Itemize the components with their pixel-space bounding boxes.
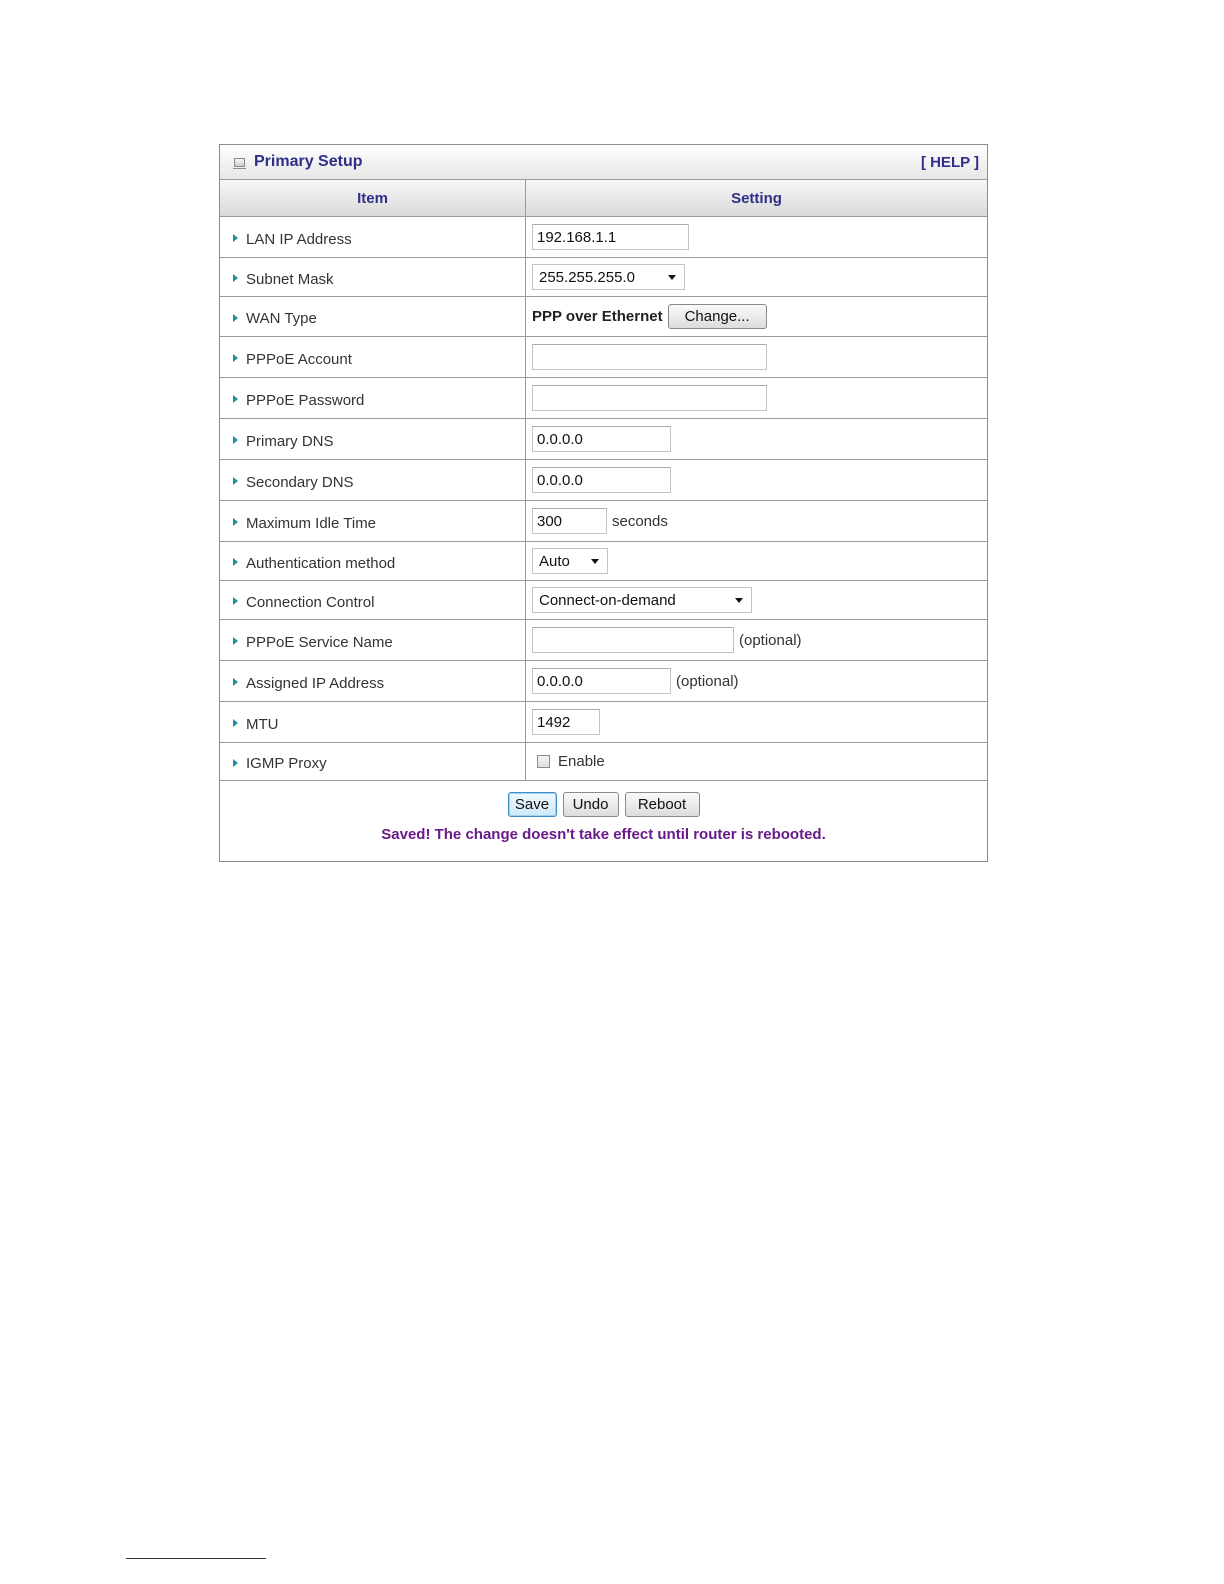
mtu-input[interactable]: [532, 709, 600, 735]
label-text: MTU: [246, 715, 279, 733]
assigned-ip-hint: (optional): [676, 672, 739, 690]
row-label: [220, 258, 526, 296]
setting-cell: [526, 501, 987, 541]
chevron-down-icon: [668, 275, 676, 280]
bullet-arrow-icon: [233, 759, 238, 767]
igmp-enable-checkbox[interactable]: [537, 755, 550, 768]
undo-button[interactable]: Undo: [563, 792, 619, 817]
setting-cell: [526, 620, 987, 660]
label-text: Connection Control: [246, 593, 375, 611]
row-label: [220, 661, 526, 701]
row-label: [220, 501, 526, 541]
action-buttons: [508, 792, 700, 817]
row-label: [220, 542, 526, 580]
setting-cell: [526, 258, 987, 296]
label-text: Assigned IP Address: [246, 674, 385, 692]
row-igmp-proxy: [220, 743, 987, 781]
form-footer: [220, 781, 987, 861]
setting-cell: [526, 460, 987, 500]
label-text: PPPoE Service Name: [246, 633, 393, 651]
select-value: Connect-on-demand: [539, 591, 676, 609]
idle-time-unit: seconds: [612, 512, 668, 530]
row-pppoe-account: [220, 337, 987, 378]
row-service-name: [220, 620, 987, 661]
service-name-hint: (optional): [739, 631, 802, 649]
bullet-arrow-icon: [233, 637, 238, 645]
bullet-arrow-icon: [233, 518, 238, 526]
chevron-down-icon: [591, 559, 599, 564]
status-message: Saved! The change doesn't take effect until router is rebooted.: [381, 826, 826, 843]
setting-cell: [526, 661, 987, 701]
setting-cell: [526, 743, 987, 780]
panel-header: [220, 145, 987, 180]
select-value: 255.255.255.0: [539, 268, 635, 286]
column-header-setting: Setting: [731, 189, 782, 207]
label-text: Primary DNS: [246, 432, 334, 450]
setting-cell: [526, 542, 987, 580]
lan-ip-input[interactable]: [532, 224, 689, 250]
primary-dns-input[interactable]: [532, 426, 671, 452]
row-lan-ip: [220, 217, 987, 258]
row-label: [220, 297, 526, 336]
row-assigned-ip: [220, 661, 987, 702]
row-connection-control: [220, 581, 987, 620]
setting-cell: [526, 337, 987, 377]
setting-cell: [526, 581, 987, 619]
bullet-arrow-icon: [233, 274, 238, 282]
row-label: [220, 620, 526, 660]
bullet-arrow-icon: [233, 234, 238, 242]
label-text: Subnet Mask: [246, 270, 334, 288]
label-text: LAN IP Address: [246, 230, 352, 248]
label-text: IGMP Proxy: [246, 755, 327, 772]
bullet-arrow-icon: [233, 558, 238, 566]
bullet-arrow-icon: [233, 477, 238, 485]
idle-time-input[interactable]: [532, 508, 607, 534]
assigned-ip-input[interactable]: [532, 668, 671, 694]
wan-type-value: PPP over Ethernet: [532, 308, 663, 325]
chevron-down-icon: [735, 598, 743, 603]
label-text: Authentication method: [246, 554, 396, 572]
panel-title-group: [234, 153, 362, 171]
row-subnet-mask: [220, 258, 987, 297]
row-label: [220, 419, 526, 459]
service-name-input[interactable]: [532, 627, 734, 653]
setting-cell: [526, 217, 987, 257]
primary-setup-panel: [219, 144, 988, 862]
setting-cell: [526, 297, 987, 336]
row-primary-dns: [220, 419, 987, 460]
connection-control-select[interactable]: [532, 587, 752, 613]
table-header: [220, 180, 987, 217]
label-text: WAN Type: [246, 310, 317, 327]
row-label: [220, 460, 526, 500]
row-label: [220, 217, 526, 257]
change-wan-button[interactable]: Change...: [668, 304, 767, 329]
label-text: PPPoE Password: [246, 391, 365, 409]
column-header-item: Item: [220, 180, 526, 216]
label-text: PPPoE Account: [246, 350, 352, 368]
monitor-icon: [234, 158, 245, 167]
pppoe-account-input[interactable]: [532, 344, 767, 370]
row-wan-type: [220, 297, 987, 337]
row-max-idle-time: [220, 501, 987, 542]
row-mtu: [220, 702, 987, 743]
bullet-arrow-icon: [233, 354, 238, 362]
bullet-arrow-icon: [233, 719, 238, 727]
row-label: [220, 581, 526, 619]
row-pppoe-password: [220, 378, 987, 419]
row-auth-method: [220, 542, 987, 581]
setting-cell: [526, 378, 987, 418]
footnote-divider: [126, 1558, 266, 1559]
row-label: [220, 743, 526, 780]
bullet-arrow-icon: [233, 395, 238, 403]
auth-method-select[interactable]: [532, 548, 608, 574]
pppoe-password-input[interactable]: [532, 385, 767, 411]
help-link[interactable]: [ HELP ]: [920, 153, 979, 171]
bullet-arrow-icon: [233, 436, 238, 444]
page-title: Primary Setup: [254, 153, 363, 170]
bullet-arrow-icon: [233, 597, 238, 605]
row-label: [220, 337, 526, 377]
setting-cell: [526, 702, 987, 742]
row-secondary-dns: [220, 460, 987, 501]
row-label: [220, 378, 526, 418]
label-text: Secondary DNS: [246, 473, 354, 491]
label-text: Maximum Idle Time: [246, 514, 377, 532]
secondary-dns-input[interactable]: [532, 467, 671, 493]
setting-cell: [526, 419, 987, 459]
select-value: Auto: [539, 552, 570, 570]
subnet-mask-select[interactable]: [532, 264, 685, 290]
row-label: [220, 702, 526, 742]
bullet-arrow-icon: [233, 314, 238, 322]
reboot-button[interactable]: Reboot: [625, 792, 700, 817]
bullet-arrow-icon: [233, 678, 238, 686]
save-button[interactable]: Save: [508, 792, 557, 817]
igmp-enable-label: Enable: [558, 753, 605, 770]
